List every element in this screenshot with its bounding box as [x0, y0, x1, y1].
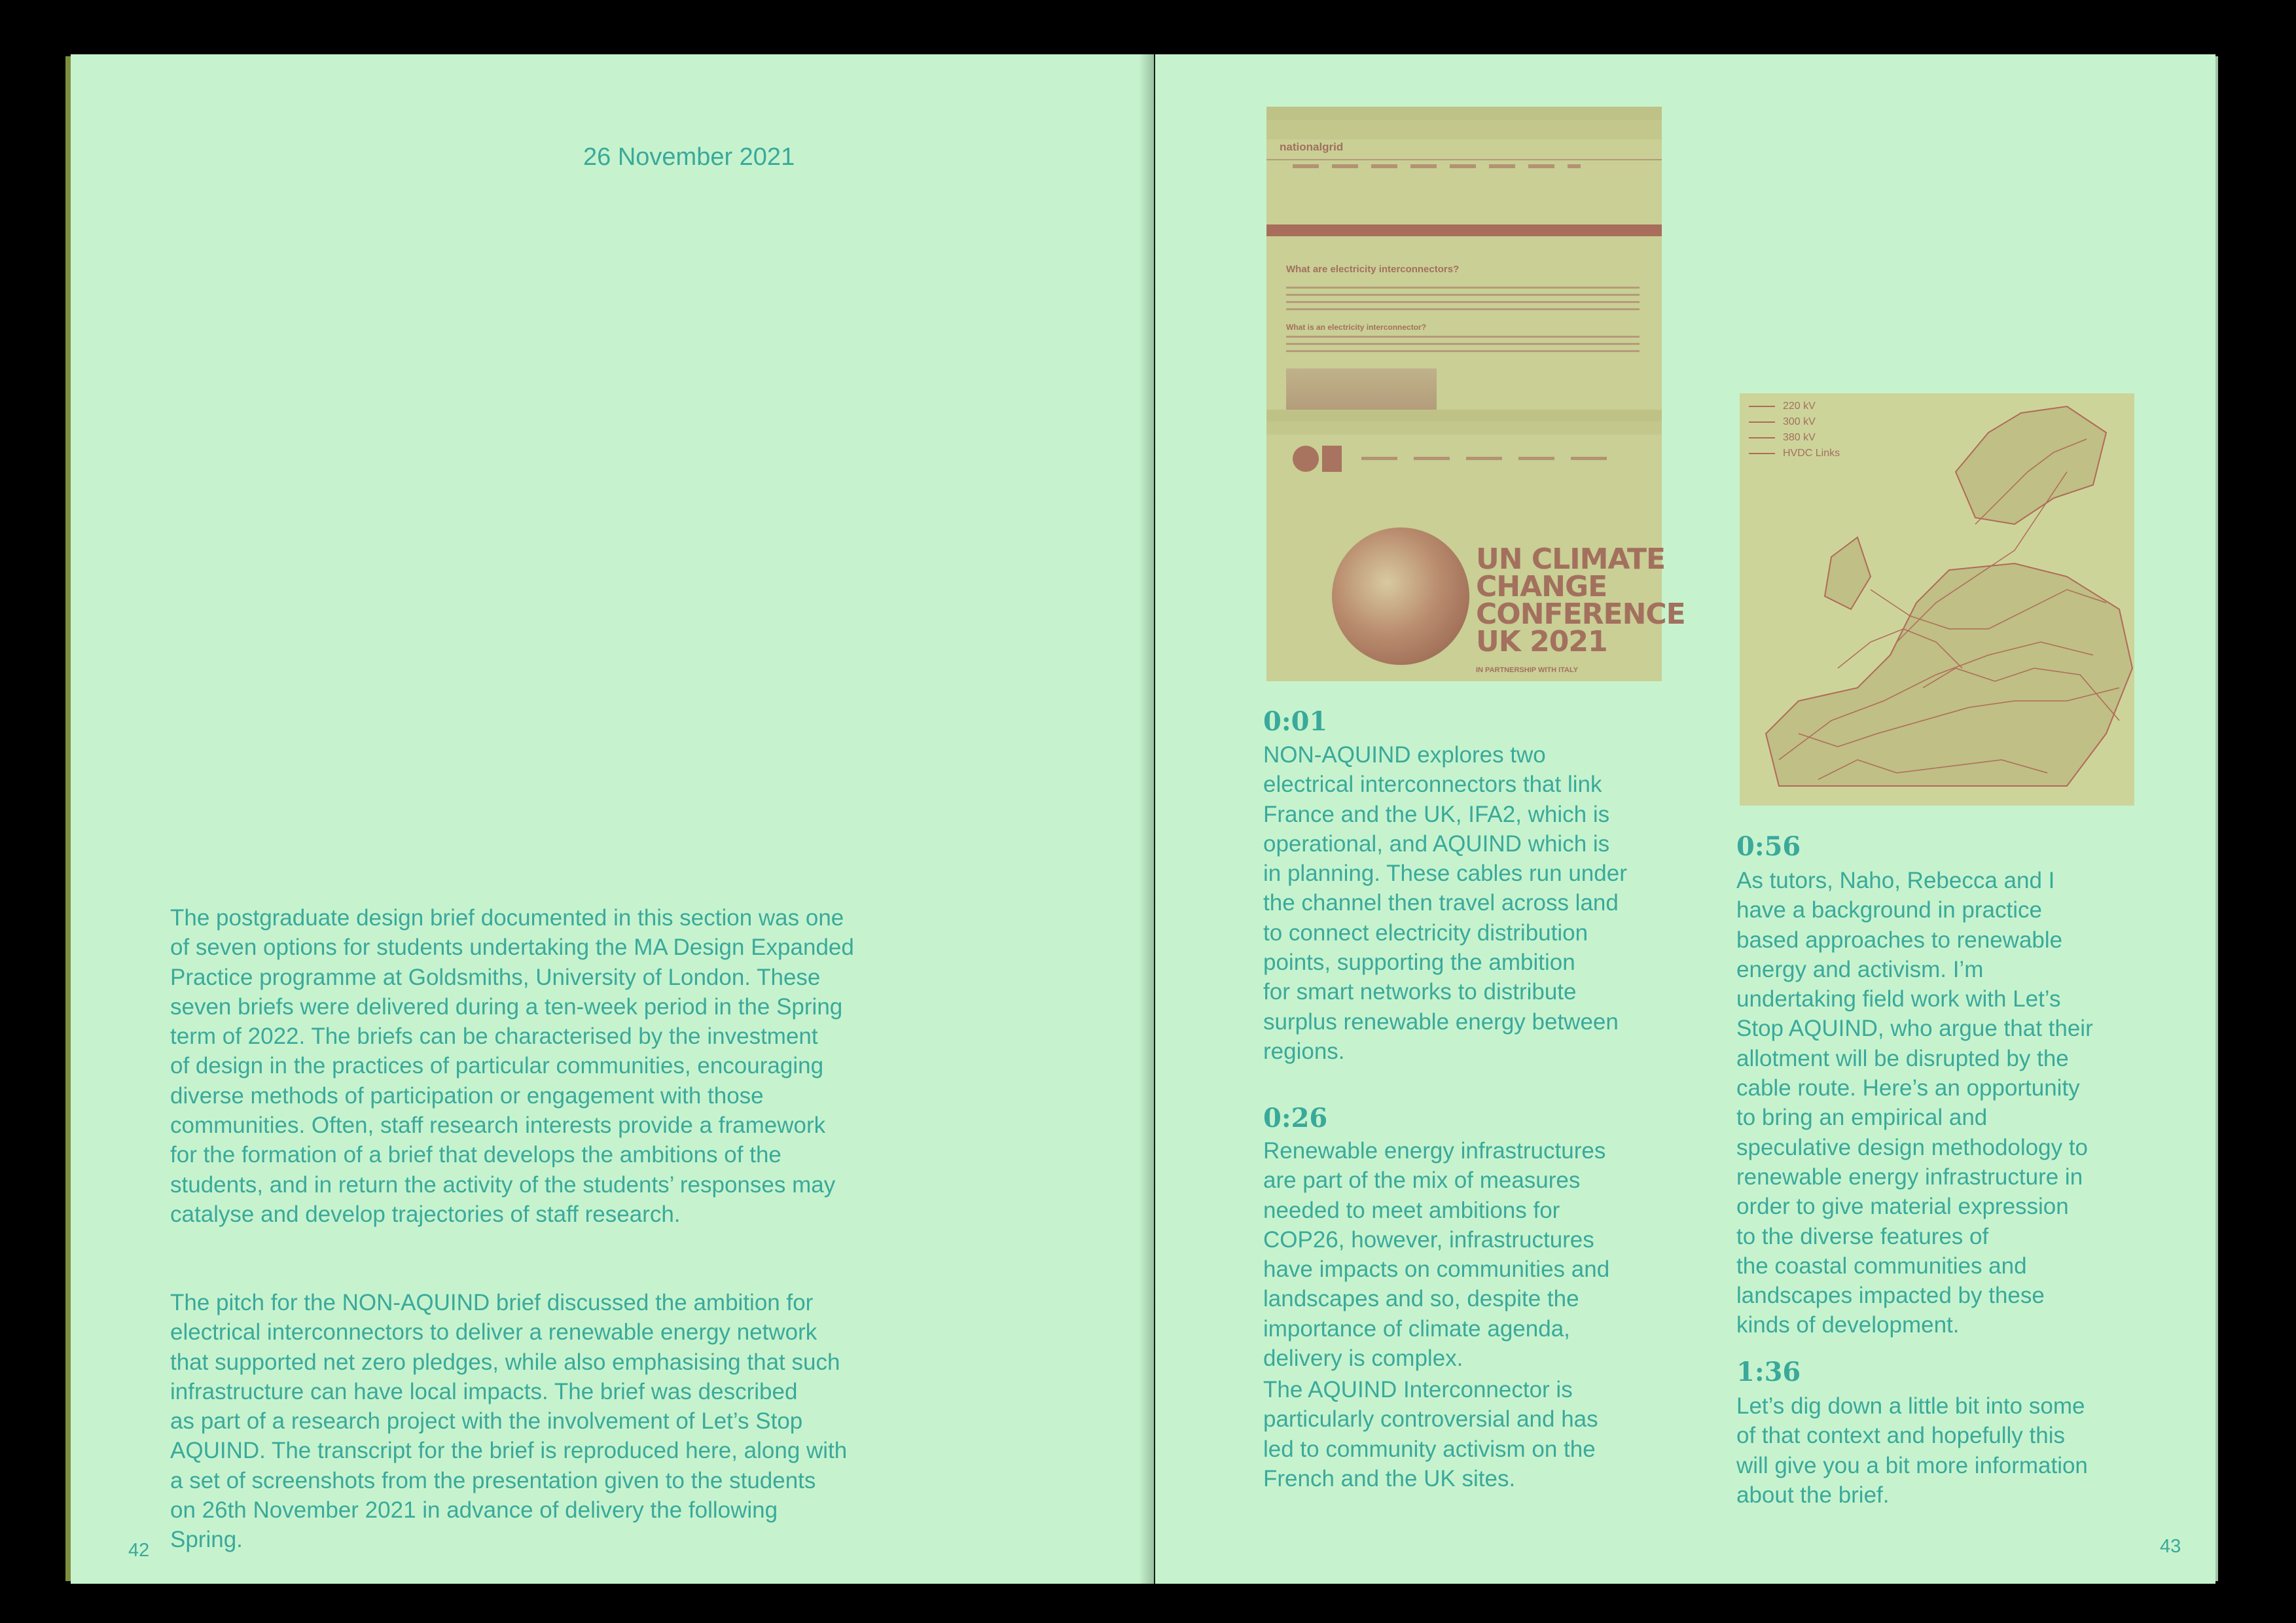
timestamp-0-26: 0:26: [1263, 1103, 1328, 1133]
map-legend: 220 kV 300 kV 380 kV HVDC Links: [1749, 399, 1840, 461]
text-line: communities. Often, staff research interests provide a framework: [170, 1113, 826, 1139]
conference-tagline: IN PARTNERSHIP WITH ITALY: [1476, 666, 1579, 674]
text-line: a set of screenshots from the presentation given to the students: [170, 1467, 816, 1493]
text-line: as part of a research project with the involvement of Let’s Stop: [170, 1408, 803, 1435]
section-0-01-text: NON-AQUIND explores two electrical interconnectors that link France and the UK, IFA2, which is operational, and AQUIND which is in planning. These cables run under the channel then travel across land to connect electricity distribution points, supporting the ambition for smart networks to distribute surplus renewable energy between regions.: [1263, 742, 1627, 1064]
earth-globe-icon: [1332, 527, 1469, 665]
section-0-26-text-continued: The AQUIND Interconnector is particularly controversial and has led to community activism on the French and the UK sites.: [1263, 1377, 1598, 1491]
text-line: term of 2022. The briefs can be characterised by the investment: [170, 1024, 818, 1050]
text-line: that supported net zero pledges, while also emphasising that such: [170, 1349, 840, 1375]
left-page: [71, 54, 1154, 1584]
page-number-left: 42: [128, 1540, 150, 1561]
section-1-36-text: Let’s dig down a little bit into some of that context and hopefully this will give you a bit more information about the brief.: [1736, 1393, 2088, 1508]
text-line: of design in the practices of particular communities, encouraging: [170, 1053, 824, 1079]
text-line: Spring.: [170, 1527, 243, 1553]
page-number-right: 43: [2160, 1536, 2181, 1557]
article-heading: What are electricity interconnectors?: [1286, 264, 1460, 275]
text-line: infrastructure can have local impacts. The brief was described: [170, 1378, 798, 1404]
right-page: [1155, 54, 2215, 1584]
text-line: The postgraduate design brief documented in this section was one: [170, 905, 844, 931]
text-line: on 26th November 2021 in advance of delivery the following: [170, 1497, 778, 1524]
text-line: of seven options for students undertaking the MA Design Expanded: [170, 935, 854, 961]
cop26-screenshot: [1266, 410, 1685, 681]
text-line: diverse methods of participation or engagement with those: [170, 1082, 764, 1109]
article-subheading: What is an electricity interconnector?: [1286, 323, 1427, 332]
text-line: for the formation of a brief that develops the ambitions of the: [170, 1142, 781, 1168]
intro-paragraph: [170, 903, 854, 1229]
european-grid-map: [1740, 393, 2134, 806]
text-line: catalyse and develop trajectories of staff research.: [170, 1201, 681, 1227]
page-date: 26 November 2021: [583, 143, 795, 171]
timestamp-1-36: 1:36: [1736, 1357, 1801, 1387]
text-line: electrical interconnectors to deliver a renewable energy network: [170, 1319, 817, 1346]
text-line: seven briefs were delivered during a ten-week period in the Spring: [170, 993, 843, 1020]
timestamp-0-01: 0:01: [1263, 706, 1328, 737]
text-line: The pitch for the NON-AQUIND brief discussed the ambition for: [170, 1290, 814, 1315]
text-line: students, and in return the activity of the students’ responses may: [170, 1171, 836, 1198]
section-0-26-text: Renewable energy infrastructures are part of the mix of measures needed to meet ambitions for COP26, however, infrastructures have impacts on communities and landscapes and so, despite the importance of climate agenda, delivery is complex.: [1263, 1138, 1610, 1372]
text-line: AQUIND. The transcript for the brief is reproduced here, along with: [170, 1438, 848, 1464]
conference-title: UN CLIMATE CHANGE CONFERENCE UK 2021: [1476, 543, 1685, 658]
text-line: Practice programme at Goldsmiths, University of London. These: [170, 964, 821, 990]
section-0-56-text: As tutors, Naho, Rebecca and I have a background in practice based approaches to renewable energy and activism. I’m undertaking field work with Let’s Stop AQUIND, who argue that their allotment will be disrupted by the cable route. Here’s an opportunity to bring an empirical and speculative design methodology to renewable energy infrastructure in order to give material expression to the diverse features of the coastal communities and landscapes impacted by these kinds of development.: [1736, 868, 2093, 1338]
site-brand: nationalgrid: [1280, 141, 1344, 153]
nationalgrid-screenshot: [1266, 107, 1662, 431]
timestamp-0-56: 0:56: [1736, 831, 1801, 862]
pitch-paragraph: [170, 1288, 847, 1555]
